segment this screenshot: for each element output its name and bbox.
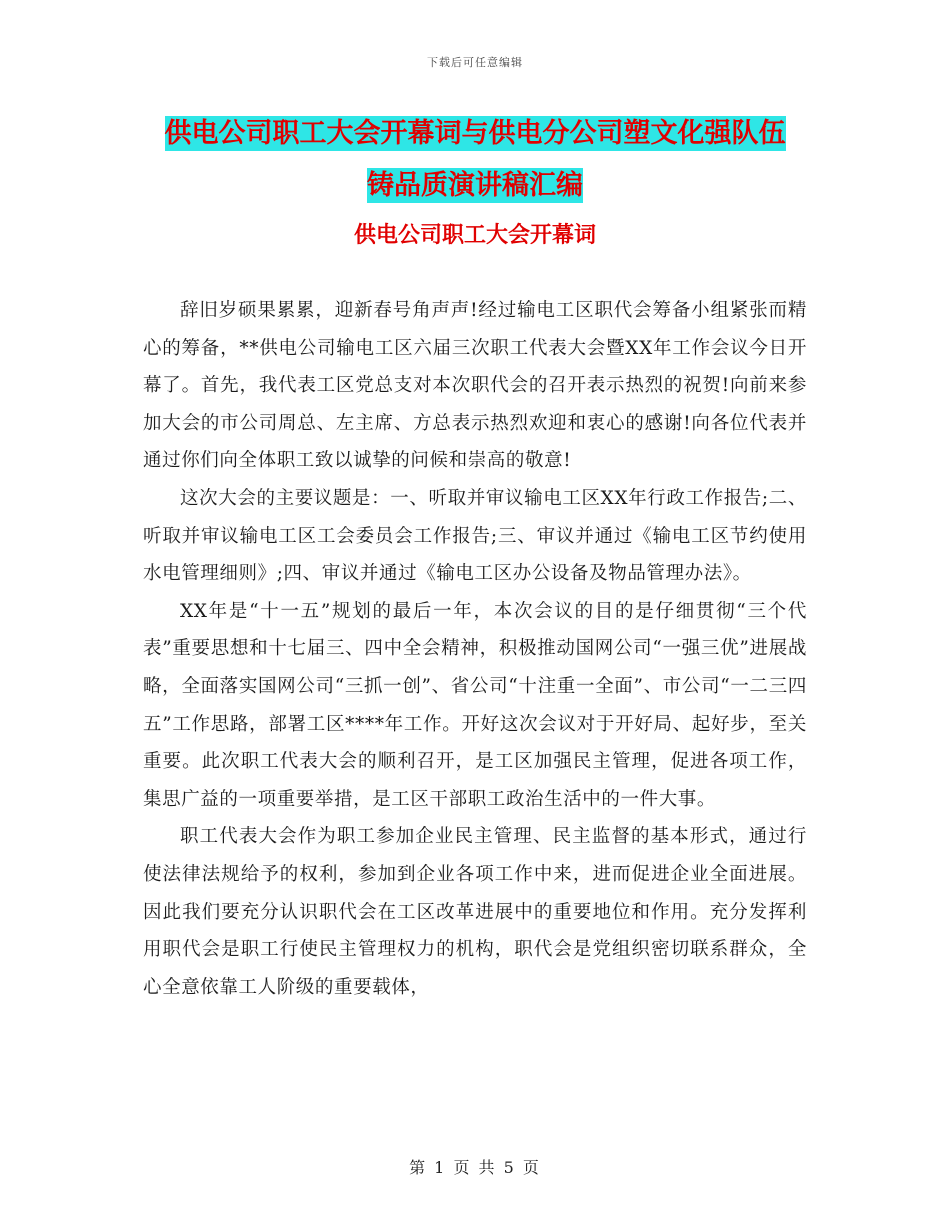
document-body <box>143 292 807 1006</box>
document-title-line2: 铸品质演讲稿汇编 <box>367 170 583 201</box>
document-title <box>140 108 810 212</box>
paragraph-4: 职工代表大会作为职工参加企业民主管理、民主监督的基本形式，通过行使法律法规给予的权利，参加到企业各项工作中来，进而促进企业全面进展。因此我们要充分认识职代会在工区改革进展中的重要地位和作用。充分发挥利用职代会是职工行使民主管理权力的机构，职代会是党组织密切联系群众，全心全意依靠工人阶级的重要载体， <box>143 826 807 998</box>
section-title: 供电公司职工大会开幕词 <box>353 223 596 248</box>
paragraph-1: 辞旧岁硕果累累，迎新春号角声声!经过输电工区职代会筹备小组紧张而精心的筹备，**供电公司输电工区六届三次职工代表大会暨XX年工作会议今日开幕了。首先，我代表工区党总支对本次职代会的召开表示热烈的祝贺!向前来参加大会的市公司周总、左主席、方总表示热烈欢迎和衷心的感谢!向各位代表并通过你们向全体职工致以诚挚的问候和崇高的敬意! <box>143 300 807 472</box>
document-title-line1: 供电公司职工大会开幕词与供电分公司塑文化强队伍 <box>164 118 786 149</box>
header-note: 下载后可任意编辑 <box>427 56 523 69</box>
paragraph-2: 这次大会的主要议题是：一、听取并审议输电工区XX年行政工作报告;二、听取并审议输电工区工会委员会工作报告;三、审议并通过《输电工区节约使用水电管理细则》;四、审议并通过《输电工区办公设备及物品管理办法》。 <box>143 487 807 585</box>
paragraph-3: XX年是“十一五”规划的最后一年，本次会议的目的是仔细贯彻“三个代表”重要思想和十七届三、四中全会精神，积极推动国网公司“一强三优”进展战略，全面落实国网公司“三抓一创”、省公司“十注重一全面”、市公司“一二三四五”工作思路，部署工区****年工作。开好这次会议对于开好局、起好步，至关重要。此次职工代表大会的顺利召开，是工区加强民主管理，促进各项工作，集思广益的一项重要举措，是工区干部职工政治生活中的一件大事。 <box>143 600 807 810</box>
page-footer: 第 1 页 共 5 页 <box>409 1158 541 1177</box>
